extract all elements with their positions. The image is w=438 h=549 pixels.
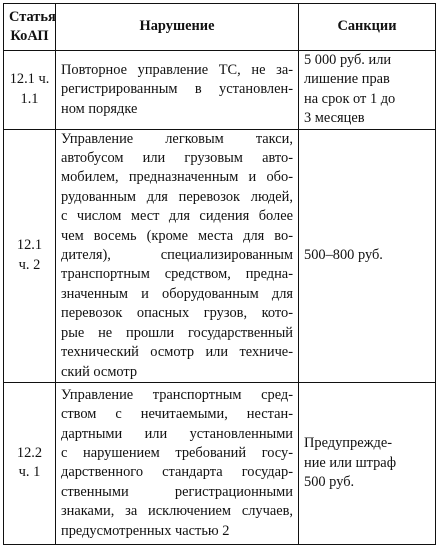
sanction-cell: [299, 51, 436, 130]
violation-line: технический осмотр или техниче-: [61, 344, 293, 361]
sanction-line: 500–800 руб.: [304, 247, 383, 264]
sanction-line: ние или штраф: [304, 454, 397, 471]
violation-line: транспортным средством, предна-: [61, 266, 293, 283]
sanction-line: 500 руб.: [304, 474, 355, 491]
violation-line: значенным и оборудованным для: [61, 285, 293, 302]
article-cell: [4, 382, 56, 544]
article-line: 12.2: [16, 445, 43, 461]
violation-line: дартными или установленными: [61, 425, 293, 442]
table-row: [4, 382, 436, 544]
violation-line: предусмотренных частью 2: [61, 522, 230, 539]
violation-line: мобилем, предназначенным и обо-: [61, 169, 293, 186]
table-row: [4, 129, 436, 382]
sanction-cell: [299, 382, 436, 544]
violation-line: Повторное управление ТС, не за-: [61, 61, 293, 78]
violation-line: рые не прошли государственный: [61, 324, 293, 341]
violation-line: ский осмотр: [61, 363, 138, 380]
violation-line: знаками, за исключением случаев,: [61, 503, 293, 520]
header-article: [4, 4, 56, 51]
sanction-line: Предупрежде-: [304, 435, 393, 452]
violation-line: Управление транспортным сред-: [61, 386, 293, 403]
sanction-cell: [299, 129, 436, 382]
sanction-line: на срок от 1 до: [304, 90, 396, 107]
article-line: ч. 2: [18, 256, 41, 273]
violation-cell: [56, 382, 299, 544]
article-line: 1.1: [20, 90, 39, 107]
article-cell: [4, 51, 56, 130]
article-line: ч. 1: [18, 464, 41, 481]
header-violation: Нарушение: [56, 4, 299, 51]
header-sanctions: Санкции: [299, 4, 436, 51]
violation-line: регистрированным в установлен-: [61, 81, 293, 98]
article-line: 12.1 ч.: [9, 71, 50, 88]
violations-table: [3, 3, 436, 545]
sanction-line: 3 месяцев: [304, 110, 365, 127]
violation-line: рудованным для перевозок людей,: [61, 188, 293, 205]
table-header-row: [4, 4, 436, 51]
violation-cell: [56, 129, 299, 382]
violation-cell: [56, 51, 299, 130]
header-article-line: Статья: [9, 8, 56, 25]
violation-line: дарственного стандарта государ-: [61, 464, 293, 481]
table-row: [4, 51, 436, 130]
article-line: 12.1: [16, 237, 43, 254]
sanction-line: 5 000 руб. или: [304, 52, 392, 68]
violation-line: дителя), специализированным: [61, 247, 293, 264]
sanction-line: лишение прав: [304, 71, 390, 88]
violation-line: ством с нечитаемыми, нестан-: [61, 406, 293, 423]
violation-line: с числом мест для сидения более: [61, 208, 293, 225]
violation-line: Управление легковым такси,: [61, 130, 293, 147]
header-article-line: КоАП: [10, 28, 49, 44]
violation-line: ном порядке: [61, 100, 138, 117]
violation-line: автобусом или грузовым авто-: [61, 150, 293, 167]
violation-line: с нарушением требований госу-: [61, 445, 293, 461]
article-cell: [4, 129, 56, 382]
violation-line: перевозок опасных грузов, кото-: [61, 305, 293, 322]
violation-line: чем восемь (кроме места для во-: [61, 227, 293, 244]
violation-line: ственными регистрационными: [61, 483, 293, 500]
